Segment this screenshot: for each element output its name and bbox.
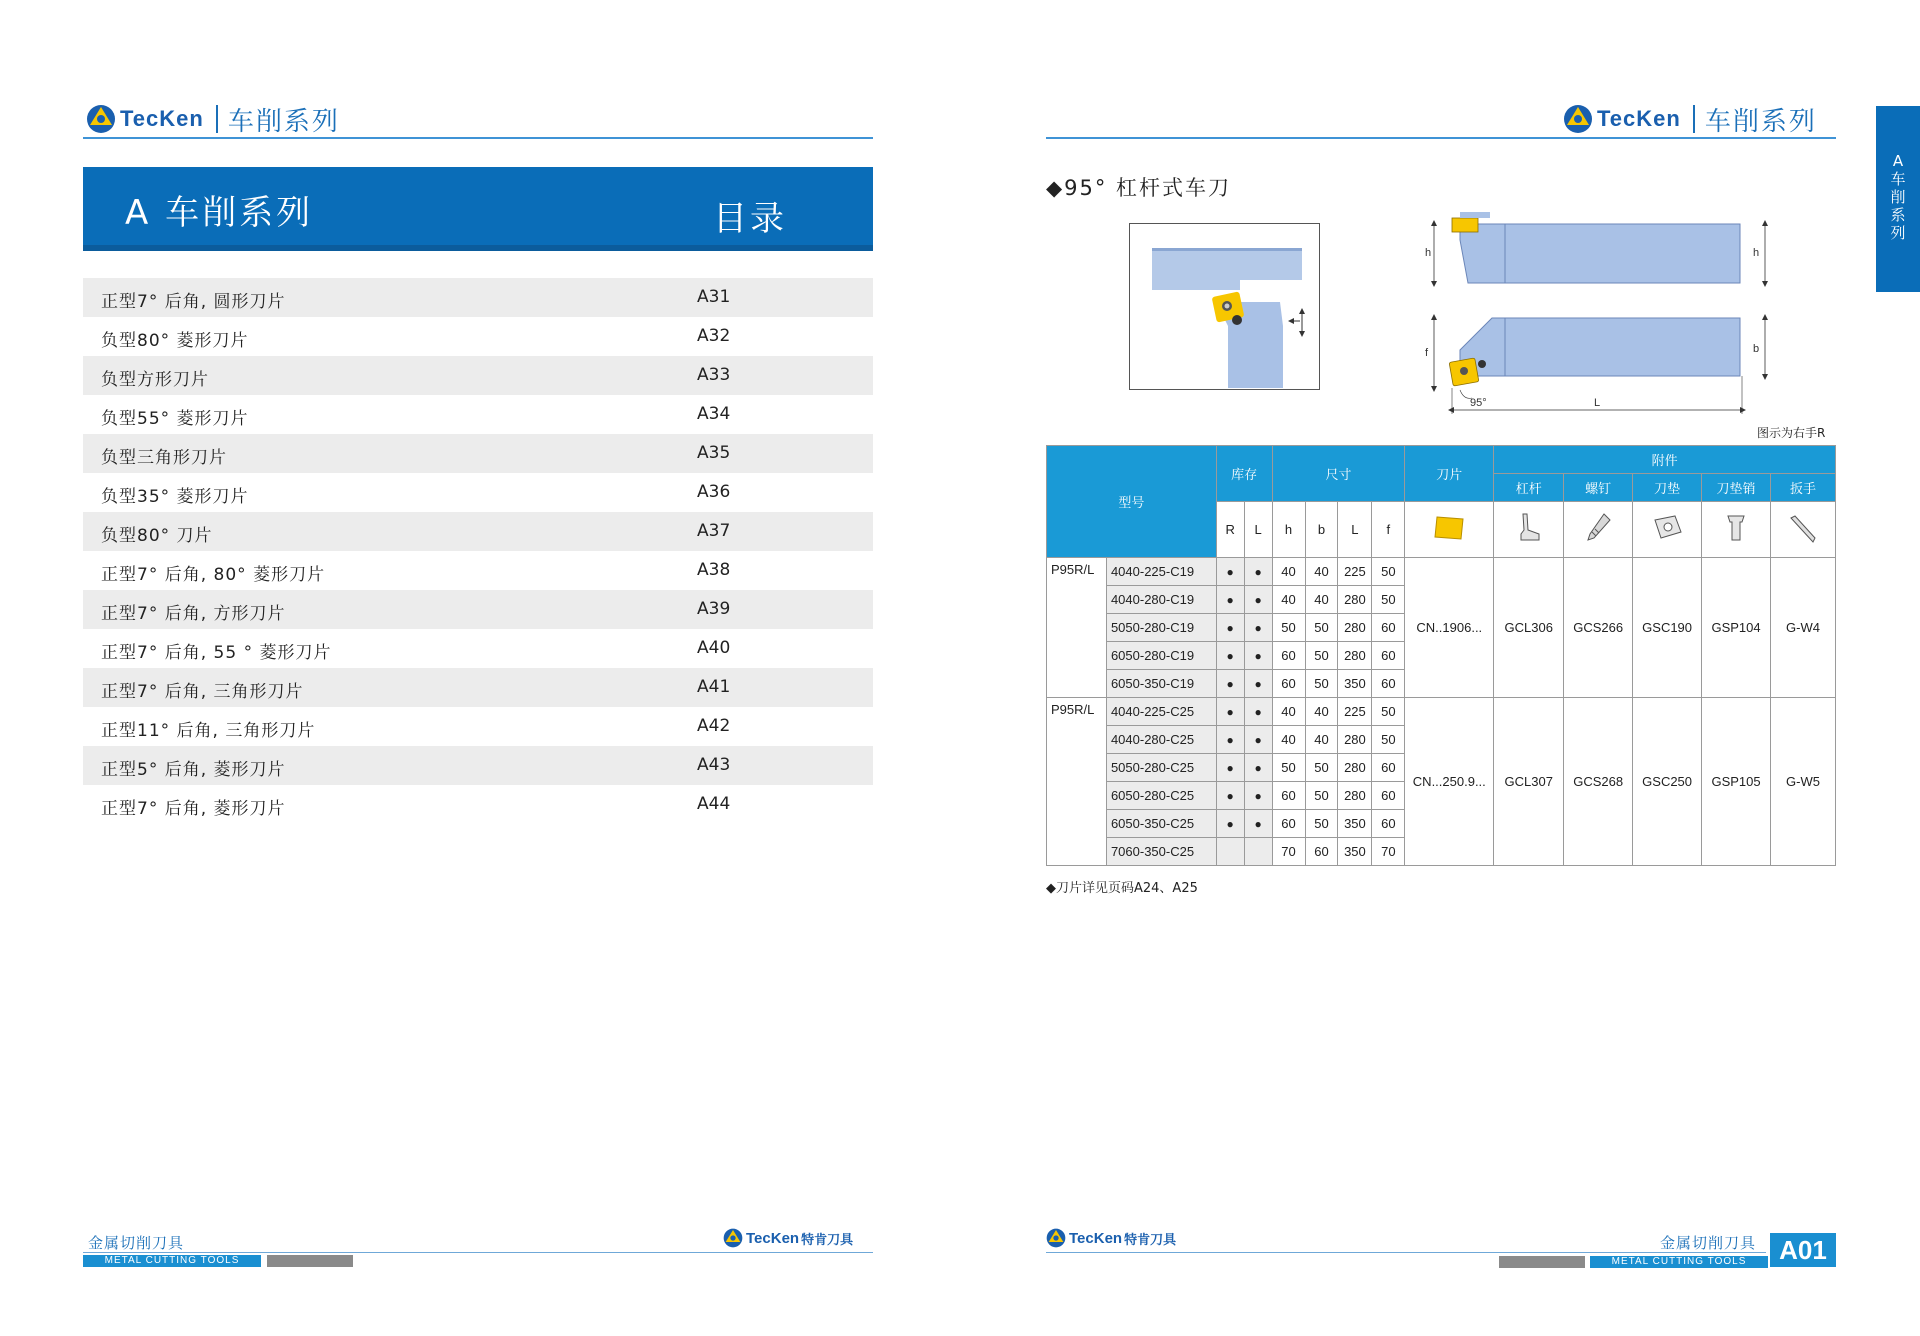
dim-b: 40 xyxy=(1305,558,1338,586)
shim-pin-icon xyxy=(1718,510,1754,546)
dim-b: 50 xyxy=(1305,782,1338,810)
model-code: 6050-280-C25 xyxy=(1106,782,1216,810)
dim-f: 60 xyxy=(1372,754,1405,782)
dim-b: 50 xyxy=(1305,810,1338,838)
dim-l: 280 xyxy=(1338,586,1372,614)
toc-label: 负型80° 菱形刀片 xyxy=(101,331,249,351)
model-code: 4040-280-C25 xyxy=(1106,726,1216,754)
toc-page-ref[interactable]: A43 xyxy=(697,755,731,775)
dim-h: 70 xyxy=(1272,838,1305,866)
toc-page-ref[interactable]: A33 xyxy=(697,365,731,385)
dim-label-angle: 95° xyxy=(1470,397,1487,409)
footer-logo-right xyxy=(1046,1228,1176,1248)
dim-label-f: f xyxy=(1425,347,1429,359)
dim-l: 280 xyxy=(1338,614,1372,642)
toc-page-ref[interactable]: A40 xyxy=(697,638,731,658)
shim-pin-code: GSP105 xyxy=(1702,698,1771,866)
spec-table-body xyxy=(1047,558,1836,866)
toc-label: 正型7° 后角, 80° 菱形刀片 xyxy=(101,565,326,585)
dim-label-b: b xyxy=(1753,343,1760,355)
dim-b: 40 xyxy=(1305,726,1338,754)
th-wrench: 扳手 xyxy=(1771,474,1836,502)
toc-page-ref[interactable]: A38 xyxy=(697,560,731,580)
toc-banner-title: A 车削系列 xyxy=(125,193,314,233)
model-prefix: P95R/L xyxy=(1047,698,1107,866)
insert-code: CN...250.9... xyxy=(1405,698,1494,866)
screw-code: GCS268 xyxy=(1564,698,1633,866)
logo-separator xyxy=(216,105,218,133)
toc-row[interactable] xyxy=(83,707,873,746)
th-shim: 刀垫 xyxy=(1633,474,1702,502)
toc-page-ref[interactable]: A31 xyxy=(697,287,731,307)
model-code: 6050-350-C25 xyxy=(1106,810,1216,838)
toc-page-ref[interactable]: A39 xyxy=(697,599,731,619)
model-code: 6050-280-C19 xyxy=(1106,642,1216,670)
insert-code: CN..1906... xyxy=(1405,558,1494,698)
th-lever: 杠杆 xyxy=(1494,474,1564,502)
th-dim-h: h xyxy=(1272,502,1305,558)
header-series-title: 车削系列 xyxy=(1704,106,1817,137)
toc-page-ref[interactable]: A36 xyxy=(697,482,731,502)
stock-r: ● xyxy=(1216,670,1244,698)
stock-r: ● xyxy=(1216,614,1244,642)
th-accessories: 附件 xyxy=(1494,446,1836,474)
model-code: 5050-280-C19 xyxy=(1106,614,1216,642)
dim-f: 50 xyxy=(1372,698,1405,726)
stock-r: ● xyxy=(1216,754,1244,782)
toc-row[interactable] xyxy=(83,629,873,668)
toc-page-ref[interactable]: A41 xyxy=(697,677,731,697)
dim-l: 225 xyxy=(1338,698,1372,726)
stock-l: ● xyxy=(1244,558,1272,586)
dim-b: 50 xyxy=(1305,670,1338,698)
side-tab-char: 削 xyxy=(1890,188,1906,206)
header-rule-left xyxy=(83,137,873,139)
stock-r: ● xyxy=(1216,782,1244,810)
dim-label-L: L xyxy=(1594,397,1601,409)
stock-r: ● xyxy=(1216,698,1244,726)
toc-page-ref[interactable]: A44 xyxy=(697,794,731,814)
side-tab-char: A xyxy=(1892,152,1904,170)
model-code: 5050-280-C25 xyxy=(1106,754,1216,782)
footer-en-bar-right: METAL CUTTING TOOLS xyxy=(1590,1256,1768,1268)
footer-logo-left xyxy=(723,1228,853,1248)
wrench-code: G-W4 xyxy=(1771,558,1836,698)
dim-b: 40 xyxy=(1305,698,1338,726)
toc-row[interactable] xyxy=(83,785,873,824)
insert-icon xyxy=(1431,513,1467,543)
th-insert: 刀片 xyxy=(1405,446,1494,502)
dim-f: 60 xyxy=(1372,810,1405,838)
footer-gray-bar-right xyxy=(1499,1256,1585,1268)
dim-f: 60 xyxy=(1372,642,1405,670)
toc-row[interactable] xyxy=(83,668,873,707)
footer-brand-cn: 特肯刀具 xyxy=(801,1232,854,1248)
dim-l: 280 xyxy=(1338,754,1372,782)
toc-banner xyxy=(83,167,873,251)
toc-label: 正型7° 后角, 菱形刀片 xyxy=(101,799,286,819)
dim-b: 40 xyxy=(1305,586,1338,614)
toc-row[interactable] xyxy=(83,590,873,629)
dim-l: 280 xyxy=(1338,642,1372,670)
footer-logo-word: TecKen xyxy=(746,1229,800,1247)
toc-page-ref[interactable]: A34 xyxy=(697,404,731,424)
footnote: ◆刀片详见页码A24、A25 xyxy=(1046,881,1198,896)
model-code: 7060-350-C25 xyxy=(1106,838,1216,866)
th-dims: 尺寸 xyxy=(1272,446,1405,502)
toc-label: 正型7° 后角, 三角形刀片 xyxy=(101,682,304,702)
th-insert-img xyxy=(1405,502,1494,558)
toc-label: 负型80° 刀片 xyxy=(101,526,213,546)
dim-h: 40 xyxy=(1272,558,1305,586)
th-model: 型号 xyxy=(1047,446,1217,558)
toc-row[interactable] xyxy=(83,473,873,512)
footer-brand-cn: 特肯刀具 xyxy=(1124,1232,1177,1248)
stock-l: ● xyxy=(1244,642,1272,670)
header-logo-left xyxy=(86,101,340,137)
stock-r: ● xyxy=(1216,726,1244,754)
dim-h: 60 xyxy=(1272,810,1305,838)
toc-banner-label: 目录 xyxy=(713,199,787,239)
toc-page-ref[interactable]: A32 xyxy=(697,326,731,346)
th-stock-r: R xyxy=(1216,502,1244,558)
th-shim-pin: 刀垫销 xyxy=(1702,474,1771,502)
dim-f: 50 xyxy=(1372,558,1405,586)
stock-l: ● xyxy=(1244,754,1272,782)
th-shim-img xyxy=(1633,502,1702,558)
toc-row[interactable] xyxy=(83,551,873,590)
teckens-logo-icon xyxy=(1046,1228,1066,1248)
lever-code: GCL306 xyxy=(1494,558,1564,698)
toc-row[interactable] xyxy=(83,512,873,551)
shim-code: GSC250 xyxy=(1633,698,1702,866)
teckens-logo-icon xyxy=(86,104,116,134)
dim-l: 225 xyxy=(1338,558,1372,586)
machining-diagram-icon xyxy=(1130,224,1319,389)
stock-r: ● xyxy=(1216,586,1244,614)
section-title: ◆95° 杠杆式车刀 xyxy=(1046,176,1232,200)
dim-f: 60 xyxy=(1372,670,1405,698)
footer-cn-left: 金属切削刀具 xyxy=(88,1234,185,1252)
dim-b: 50 xyxy=(1305,754,1338,782)
hand-note: 图示为右手R xyxy=(1757,426,1826,440)
toc-label: 正型7° 后角, 圆形刀片 xyxy=(101,292,286,312)
stock-r: ● xyxy=(1216,642,1244,670)
page-number: A01 xyxy=(1770,1233,1836,1267)
logo-separator xyxy=(1693,105,1695,133)
toc-row[interactable] xyxy=(83,395,873,434)
dim-h: 40 xyxy=(1272,726,1305,754)
dim-b: 50 xyxy=(1305,642,1338,670)
side-tab[interactable] xyxy=(1876,106,1920,292)
stock-l xyxy=(1244,838,1272,866)
header-series-title: 车削系列 xyxy=(227,106,340,137)
stock-r: ● xyxy=(1216,558,1244,586)
lever-icon xyxy=(1511,510,1547,546)
model-code: 6050-350-C19 xyxy=(1106,670,1216,698)
logo-wordmark: TecKen xyxy=(120,106,204,131)
footer-gray-bar-left xyxy=(267,1255,353,1267)
machining-illustration xyxy=(1129,223,1320,390)
toc-label: 正型7° 后角, 55 ° 菱形刀片 xyxy=(101,643,332,663)
dim-h: 40 xyxy=(1272,586,1305,614)
stock-l: ● xyxy=(1244,586,1272,614)
side-tab-char: 列 xyxy=(1890,224,1906,242)
dim-h: 50 xyxy=(1272,754,1305,782)
toc-row[interactable] xyxy=(83,434,873,473)
toc-label: 负型三角形刀片 xyxy=(101,448,227,468)
lever-code: GCL307 xyxy=(1494,698,1564,866)
th-wrench-img xyxy=(1771,502,1836,558)
stock-r: ● xyxy=(1216,810,1244,838)
stock-l: ● xyxy=(1244,810,1272,838)
dim-b: 60 xyxy=(1305,838,1338,866)
model-code: 4040-225-C19 xyxy=(1106,558,1216,586)
logo-wordmark: TecKen xyxy=(1597,106,1681,131)
toc-row[interactable] xyxy=(83,746,873,785)
dim-b: 50 xyxy=(1305,614,1338,642)
dim-l: 280 xyxy=(1338,726,1372,754)
footer-cn-right: 金属切削刀具 xyxy=(1660,1234,1757,1252)
dim-label-h-left: h xyxy=(1425,247,1432,259)
header-rule-right xyxy=(1046,137,1836,139)
model-code: 4040-225-C25 xyxy=(1106,698,1216,726)
dim-h: 60 xyxy=(1272,782,1305,810)
shim-icon xyxy=(1649,510,1685,546)
th-dim-f: f xyxy=(1372,502,1405,558)
dim-f: 50 xyxy=(1372,726,1405,754)
spec-table xyxy=(1046,445,1836,866)
stock-l: ● xyxy=(1244,670,1272,698)
wrench-code: G-W5 xyxy=(1771,698,1836,866)
dimension-diagram xyxy=(1420,210,1780,418)
toc-row[interactable] xyxy=(83,356,873,395)
dim-l: 350 xyxy=(1338,838,1372,866)
toc-label: 正型5° 后角, 菱形刀片 xyxy=(101,760,286,780)
th-shim-pin-img xyxy=(1702,502,1771,558)
screw-icon xyxy=(1580,510,1616,546)
shim-pin-code: GSP104 xyxy=(1702,558,1771,698)
toc-label: 负型55° 菱形刀片 xyxy=(101,409,249,429)
dim-f: 70 xyxy=(1372,838,1405,866)
wrench-icon xyxy=(1785,510,1821,546)
header-logo-right xyxy=(1563,101,1817,137)
toc-page-ref[interactable]: A42 xyxy=(697,716,731,736)
toc-label: 负型方形刀片 xyxy=(101,370,209,390)
table-row xyxy=(1047,558,1836,586)
th-stock: 库存 xyxy=(1216,446,1272,502)
footer-rule-right xyxy=(1046,1252,1766,1253)
dim-l: 350 xyxy=(1338,670,1372,698)
th-dim-b: b xyxy=(1305,502,1338,558)
teckens-logo-icon xyxy=(723,1228,743,1248)
th-lever-img xyxy=(1494,502,1564,558)
toc-label: 负型35° 菱形刀片 xyxy=(101,487,249,507)
screw-code: GCS266 xyxy=(1564,558,1633,698)
toc-list xyxy=(83,278,873,824)
footer-logo-word: TecKen xyxy=(1069,1229,1123,1247)
toc-row[interactable] xyxy=(83,317,873,356)
shim-code: GSC190 xyxy=(1633,558,1702,698)
toc-label: 正型7° 后角, 方形刀片 xyxy=(101,604,286,624)
th-screw: 螺钉 xyxy=(1564,474,1633,502)
toc-page-ref[interactable]: A35 xyxy=(697,443,731,463)
stock-l: ● xyxy=(1244,614,1272,642)
dim-h: 60 xyxy=(1272,670,1305,698)
side-tab-char: 系 xyxy=(1890,206,1906,224)
side-tab-char: 车 xyxy=(1890,170,1906,188)
dim-f: 50 xyxy=(1372,586,1405,614)
th-screw-img xyxy=(1564,502,1633,558)
stock-l: ● xyxy=(1244,782,1272,810)
dim-l: 280 xyxy=(1338,782,1372,810)
dim-l: 350 xyxy=(1338,810,1372,838)
footer-en-bar-left: METAL CUTTING TOOLS xyxy=(83,1255,261,1267)
dim-f: 60 xyxy=(1372,614,1405,642)
th-dim-l: L xyxy=(1338,502,1372,558)
model-code: 4040-280-C19 xyxy=(1106,586,1216,614)
model-prefix: P95R/L xyxy=(1047,558,1107,698)
footer-rule-left xyxy=(83,1252,873,1253)
dim-h: 50 xyxy=(1272,614,1305,642)
dim-h: 40 xyxy=(1272,698,1305,726)
stock-l: ● xyxy=(1244,726,1272,754)
table-row xyxy=(1047,698,1836,726)
dim-label-h-right: h xyxy=(1753,247,1760,259)
teckens-logo-icon xyxy=(1563,104,1593,134)
dim-h: 60 xyxy=(1272,642,1305,670)
toc-row[interactable] xyxy=(83,278,873,317)
stock-r xyxy=(1216,838,1244,866)
stock-l: ● xyxy=(1244,698,1272,726)
toc-page-ref[interactable]: A37 xyxy=(697,521,731,541)
dim-f: 60 xyxy=(1372,782,1405,810)
th-stock-l: L xyxy=(1244,502,1272,558)
toc-label: 正型11° 后角, 三角形刀片 xyxy=(101,721,316,741)
